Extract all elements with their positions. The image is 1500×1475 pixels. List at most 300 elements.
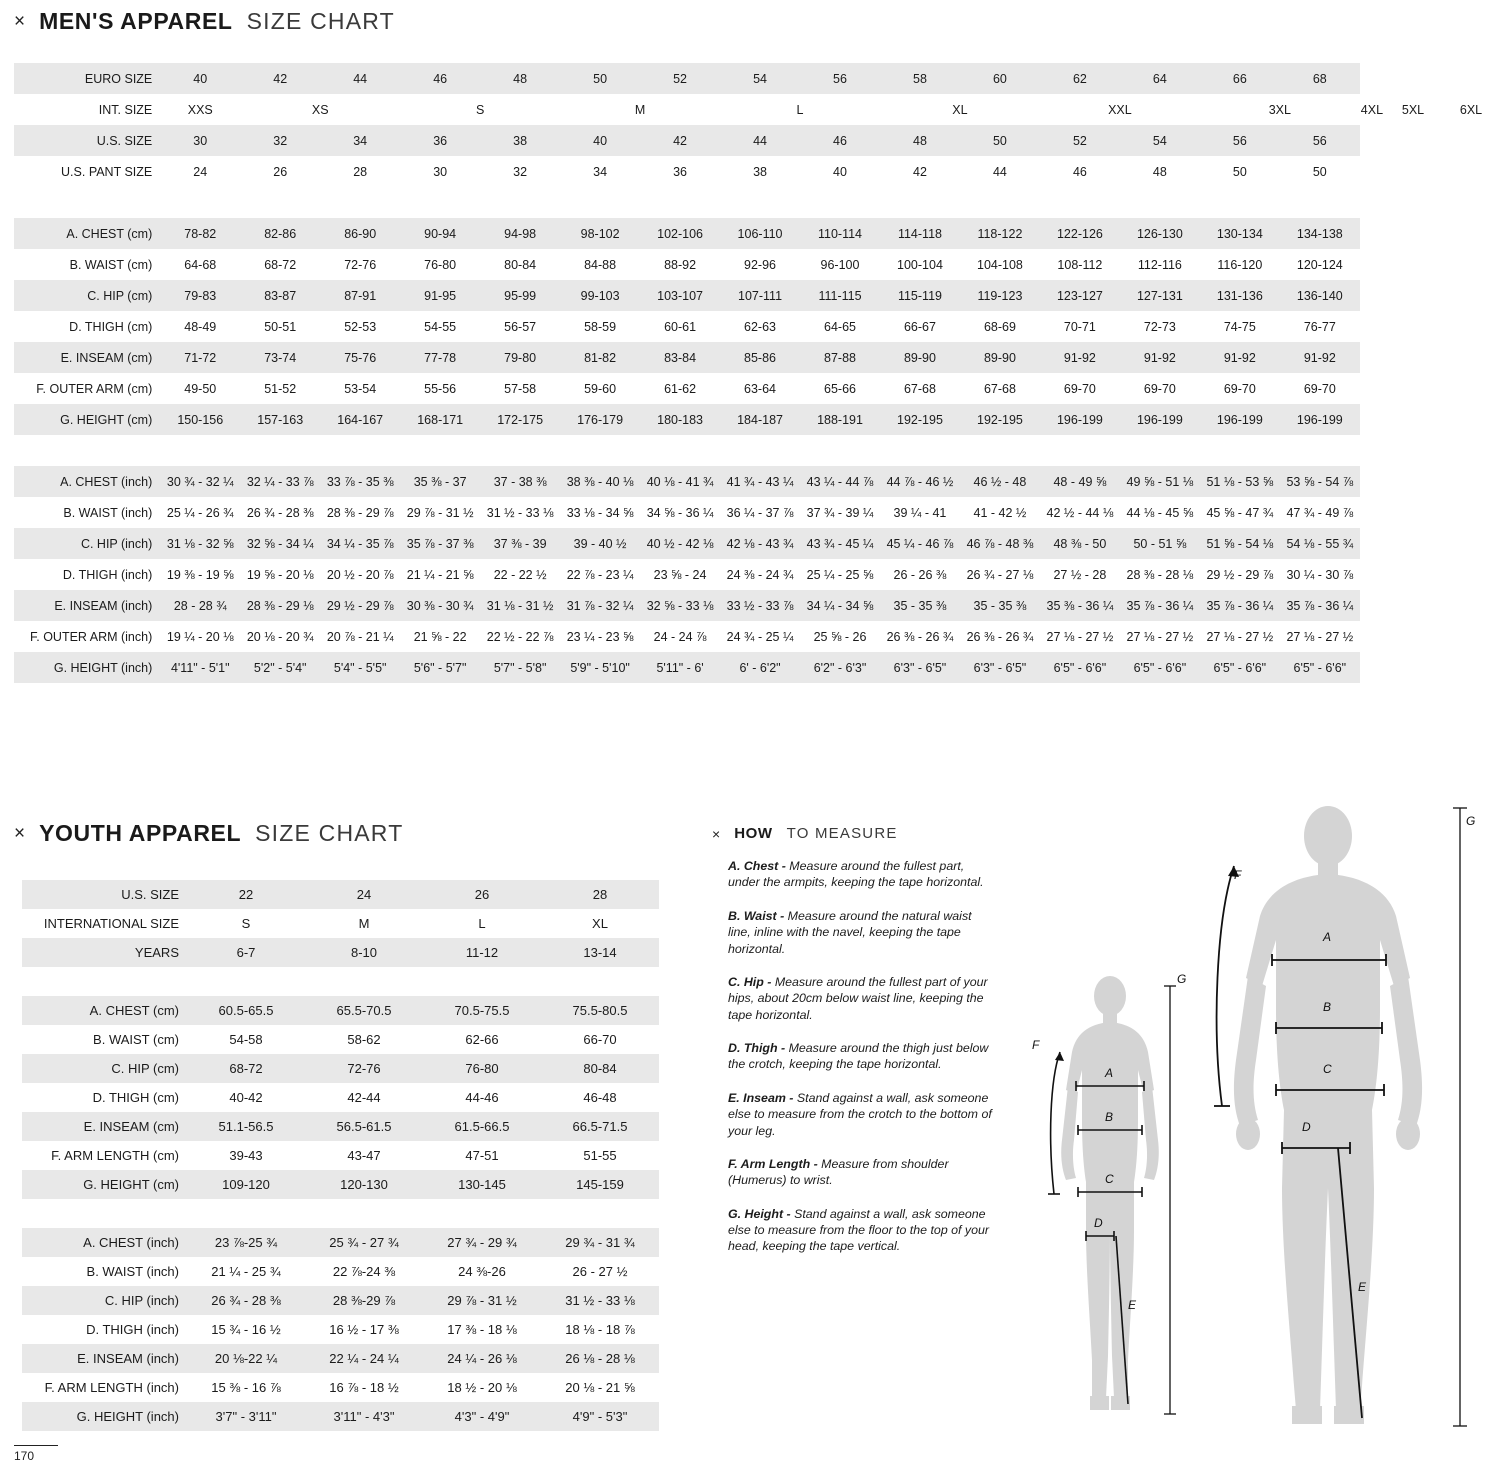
youth-cell: 20 ⅛ - 21 ⅝ bbox=[541, 1373, 659, 1402]
mens-cell: 51 ⅝ - 54 ⅛ bbox=[1200, 528, 1280, 559]
mens-row-label: F. OUTER ARM (cm) bbox=[14, 373, 160, 404]
mens-cell: 57-58 bbox=[480, 373, 560, 404]
table-row bbox=[14, 94, 1500, 125]
mens-row-label: C. HIP (cm) bbox=[14, 280, 160, 311]
table-row bbox=[22, 1141, 659, 1170]
mens-cell: 64-68 bbox=[160, 249, 240, 280]
mens-cell: 25 ¼ - 25 ⅝ bbox=[800, 559, 880, 590]
figure-label-c-youth: C bbox=[1105, 1172, 1114, 1186]
youth-cell: 13-14 bbox=[541, 938, 659, 967]
mens-cell: 95-99 bbox=[480, 280, 560, 311]
mens-row-label: G. HEIGHT (inch) bbox=[14, 652, 160, 683]
mens-cell: 20 ⅞ - 21 ¼ bbox=[320, 621, 400, 652]
close-icon[interactable]: × bbox=[14, 823, 26, 844]
table-row bbox=[14, 280, 1500, 311]
mens-cell: 40 bbox=[560, 125, 640, 156]
mens-cell: 126-130 bbox=[1120, 218, 1200, 249]
youth-cell: 26 ⅛ - 28 ⅛ bbox=[541, 1344, 659, 1373]
mens-cell: 131-136 bbox=[1200, 280, 1280, 311]
mens-cell: 96-100 bbox=[800, 249, 880, 280]
mens-cell: XL bbox=[880, 94, 1040, 125]
mens-cell: XS bbox=[240, 94, 400, 125]
mens-cell: 106-110 bbox=[720, 218, 800, 249]
mens-cell: 35 ⅞ - 36 ¼ bbox=[1200, 590, 1280, 621]
youth-row-label: B. WAIST (cm) bbox=[22, 1025, 187, 1054]
mens-cell: 123-127 bbox=[1040, 280, 1120, 311]
mens-cell: 107-111 bbox=[720, 280, 800, 311]
measure-key: D. Thigh - bbox=[728, 1041, 786, 1055]
table-row bbox=[22, 1344, 659, 1373]
table-row bbox=[22, 880, 659, 909]
youth-row-label: E. INSEAM (inch) bbox=[22, 1344, 187, 1373]
youth-cell: 65.5-70.5 bbox=[305, 996, 423, 1025]
mens-cell: 91-92 bbox=[1280, 342, 1360, 373]
mens-cell: 56 bbox=[1200, 125, 1280, 156]
mens-cell: 83-84 bbox=[640, 342, 720, 373]
mens-cell: 20 ⅛ - 20 ¾ bbox=[240, 621, 320, 652]
mens-cell: 52 bbox=[640, 63, 720, 94]
measure-instruction bbox=[728, 1156, 996, 1189]
mens-row-label: E. INSEAM (inch) bbox=[14, 590, 160, 621]
mens-cell: 32 ⅝ - 33 ⅛ bbox=[640, 590, 720, 621]
mens-cell: 46 ½ - 48 bbox=[960, 466, 1040, 497]
mens-cell: 114-118 bbox=[880, 218, 960, 249]
mens-cell: 37 - 38 ⅜ bbox=[480, 466, 560, 497]
youth-cell: M bbox=[305, 909, 423, 938]
mens-cell: 36 bbox=[400, 125, 480, 156]
mens-cell: 27 ½ - 28 bbox=[1040, 559, 1120, 590]
mens-cell: 50-51 bbox=[240, 311, 320, 342]
how-to-measure-title bbox=[712, 825, 898, 842]
spacer-cell bbox=[14, 435, 1360, 466]
table-row bbox=[22, 938, 659, 967]
measure-instruction bbox=[728, 1206, 996, 1255]
youth-row-label: C. HIP (inch) bbox=[22, 1286, 187, 1315]
measure-key: E. Inseam - bbox=[728, 1090, 794, 1105]
table-row bbox=[22, 1083, 659, 1112]
mens-cell: 78-82 bbox=[160, 218, 240, 249]
mens-cell: 42 bbox=[240, 63, 320, 94]
mens-cell: 21 ¼ - 21 ⅝ bbox=[400, 559, 480, 590]
mens-cell: 56 bbox=[1280, 125, 1360, 156]
mens-cell: 87-88 bbox=[800, 342, 880, 373]
figure-label-d-adult: D bbox=[1302, 1120, 1311, 1134]
mens-cell: 52-53 bbox=[320, 311, 400, 342]
mens-cell: 43 ¼ - 44 ⅞ bbox=[800, 466, 880, 497]
youth-cell: L bbox=[423, 909, 541, 938]
mens-cell: 90-94 bbox=[400, 218, 480, 249]
mens-cell: 88-92 bbox=[640, 249, 720, 280]
mens-cell: 45 ⅝ - 47 ¾ bbox=[1200, 497, 1280, 528]
mens-cell: 27 ⅛ - 27 ½ bbox=[1120, 621, 1200, 652]
youth-cell: 22 bbox=[187, 880, 305, 909]
youth-cell: 26 - 27 ½ bbox=[541, 1257, 659, 1286]
youth-cell: 24 ⅜-26 bbox=[423, 1257, 541, 1286]
measure-instruction bbox=[728, 858, 996, 891]
youth-cell: 60.5-65.5 bbox=[187, 996, 305, 1025]
table-row bbox=[14, 528, 1500, 559]
table-row bbox=[14, 311, 1500, 342]
mens-cell: 31 ⅞ - 32 ¼ bbox=[560, 590, 640, 621]
youth-cell: 54-58 bbox=[187, 1025, 305, 1054]
youth-cell: 28 ⅜-29 ⅞ bbox=[305, 1286, 423, 1315]
measure-text: Measure around the thigh just below the crotch, keeping the tape horizontal. bbox=[728, 1041, 989, 1072]
table-row bbox=[22, 1054, 659, 1083]
mens-cell: 43 ¾ - 45 ¼ bbox=[800, 528, 880, 559]
mens-cell: 22 ⅞ - 23 ¼ bbox=[560, 559, 640, 590]
mens-cell: 33 ½ - 33 ⅞ bbox=[720, 590, 800, 621]
mens-cell: 6' - 6'2" bbox=[720, 652, 800, 683]
mens-cell: 110-114 bbox=[800, 218, 880, 249]
youth-cell: 145-159 bbox=[541, 1170, 659, 1199]
youth-cell: 29 ⅞ - 31 ½ bbox=[423, 1286, 541, 1315]
youth-cell: 15 ¾ - 16 ½ bbox=[187, 1315, 305, 1344]
mens-cell: 73-74 bbox=[240, 342, 320, 373]
youth-cell: 51.1-56.5 bbox=[187, 1112, 305, 1141]
mens-cell: 48 bbox=[480, 63, 560, 94]
mens-cell: 6'5" - 6'6" bbox=[1200, 652, 1280, 683]
table-row bbox=[22, 1112, 659, 1141]
mens-cell: 32 ⅝ - 34 ¼ bbox=[240, 528, 320, 559]
mens-cell: 49-50 bbox=[160, 373, 240, 404]
mens-cell: 34 ¼ - 35 ⅞ bbox=[320, 528, 400, 559]
youth-cell: 47-51 bbox=[423, 1141, 541, 1170]
close-icon[interactable]: × bbox=[712, 825, 721, 842]
mens-cell: 48 bbox=[880, 125, 960, 156]
mens-cell: 77-78 bbox=[400, 342, 480, 373]
footer-rule bbox=[14, 1445, 58, 1446]
mens-row-label: U.S. SIZE bbox=[14, 125, 160, 156]
table-row bbox=[14, 249, 1500, 280]
mens-cell: 89-90 bbox=[880, 342, 960, 373]
mens-cell: 34 bbox=[320, 125, 400, 156]
youth-cell: XL bbox=[541, 909, 659, 938]
mens-cell: 6'5" - 6'6" bbox=[1120, 652, 1200, 683]
how-to-measure-list bbox=[728, 858, 996, 1272]
mens-cell: 85-86 bbox=[720, 342, 800, 373]
mens-cell: 68 bbox=[1280, 63, 1360, 94]
youth-cell: 109-120 bbox=[187, 1170, 305, 1199]
mens-cell: 122-126 bbox=[1040, 218, 1120, 249]
mens-cell: 168-171 bbox=[400, 404, 480, 435]
mens-cell: 42 ⅛ - 43 ¾ bbox=[720, 528, 800, 559]
mens-cell: 44 bbox=[960, 156, 1040, 187]
mens-cell: 32 ¼ - 33 ⅞ bbox=[240, 466, 320, 497]
mens-cell: 42 bbox=[640, 125, 720, 156]
youth-cell: 66.5-71.5 bbox=[541, 1112, 659, 1141]
table-row bbox=[14, 621, 1500, 652]
mens-cell: 76-77 bbox=[1280, 311, 1360, 342]
measure-instruction bbox=[728, 1090, 996, 1139]
mens-cell: 46 bbox=[1040, 156, 1120, 187]
youth-cell: 6-7 bbox=[187, 938, 305, 967]
mens-cell: 56 bbox=[800, 63, 880, 94]
mens-cell: 63-64 bbox=[720, 373, 800, 404]
mens-cell: 79-80 bbox=[480, 342, 560, 373]
mens-cell: 56-57 bbox=[480, 311, 560, 342]
mens-cell: 39 ¼ - 41 bbox=[880, 497, 960, 528]
table-row bbox=[14, 652, 1500, 683]
youth-cell: 40-42 bbox=[187, 1083, 305, 1112]
mens-cell: 48-49 bbox=[160, 311, 240, 342]
youth-cell: 51-55 bbox=[541, 1141, 659, 1170]
youth-cell: 15 ⅜ - 16 ⅞ bbox=[187, 1373, 305, 1402]
youth-cell: 25 ¾ - 27 ¾ bbox=[305, 1228, 423, 1257]
mens-cell: 44 ⅛ - 45 ⅝ bbox=[1120, 497, 1200, 528]
table-row bbox=[14, 63, 1500, 94]
mens-cell: 44 bbox=[720, 125, 800, 156]
table-row bbox=[22, 1228, 659, 1257]
mens-cell: 40 bbox=[800, 156, 880, 187]
mens-cell: 188-191 bbox=[800, 404, 880, 435]
youth-row-label: F. ARM LENGTH (cm) bbox=[22, 1141, 187, 1170]
mens-row-label: C. HIP (inch) bbox=[14, 528, 160, 559]
mens-cell: 25 ⅝ - 26 bbox=[800, 621, 880, 652]
youth-cell: 62-66 bbox=[423, 1025, 541, 1054]
mens-cell: 5'7" - 5'8" bbox=[480, 652, 560, 683]
mens-cell: 67-68 bbox=[960, 373, 1040, 404]
mens-row-label: G. HEIGHT (cm) bbox=[14, 404, 160, 435]
adult-figure bbox=[1214, 806, 1467, 1426]
mens-cell: 5'9" - 5'10" bbox=[560, 652, 640, 683]
youth-cell: 61.5-66.5 bbox=[423, 1112, 541, 1141]
mens-row-label: F. OUTER ARM (inch) bbox=[14, 621, 160, 652]
table-row bbox=[22, 996, 659, 1025]
mens-cell: 29 ½ - 29 ⅞ bbox=[320, 590, 400, 621]
mens-cell: 38 bbox=[720, 156, 800, 187]
mens-cell: 26 ⅜ - 26 ¾ bbox=[880, 621, 960, 652]
youth-cell: 11-12 bbox=[423, 938, 541, 967]
mens-cell: 4XL bbox=[1360, 94, 1384, 125]
mens-cell: 25 ¼ - 26 ¾ bbox=[160, 497, 240, 528]
table-row bbox=[14, 590, 1500, 621]
mens-cell: 98-102 bbox=[560, 218, 640, 249]
mens-row-label: A. CHEST (cm) bbox=[14, 218, 160, 249]
mens-cell: 31 ⅛ - 31 ½ bbox=[480, 590, 560, 621]
howto-title-light: TO MEASURE bbox=[786, 825, 898, 842]
measure-key: F. Arm Length - bbox=[728, 1156, 818, 1171]
mens-cell: 27 ⅛ - 27 ½ bbox=[1040, 621, 1120, 652]
table-row bbox=[14, 497, 1500, 528]
mens-cell: 74-75 bbox=[1200, 311, 1280, 342]
mens-cell: 3XL bbox=[1200, 94, 1360, 125]
page-number: 170 bbox=[14, 1449, 35, 1463]
mens-cell: 104-108 bbox=[960, 249, 1040, 280]
mens-cell: 49 ⅝ - 51 ⅛ bbox=[1120, 466, 1200, 497]
youth-cell: 75.5-80.5 bbox=[541, 996, 659, 1025]
youth-cell: 66-70 bbox=[541, 1025, 659, 1054]
mens-cell: 22 - 22 ½ bbox=[480, 559, 560, 590]
youth-cell: 80-84 bbox=[541, 1054, 659, 1083]
youth-row-label: INTERNATIONAL SIZE bbox=[22, 909, 187, 938]
mens-cell: 65-66 bbox=[800, 373, 880, 404]
youth-figure bbox=[1048, 976, 1176, 1414]
mens-cell: 180-183 bbox=[640, 404, 720, 435]
youth-apparel-title bbox=[14, 820, 403, 847]
mens-cell: 30 bbox=[400, 156, 480, 187]
table-row bbox=[14, 404, 1500, 435]
mens-cell: 112-116 bbox=[1120, 249, 1200, 280]
mens-cell: 59-60 bbox=[560, 373, 640, 404]
mens-cell: 42 bbox=[880, 156, 960, 187]
mens-cell: 45 ¼ - 46 ⅞ bbox=[880, 528, 960, 559]
figure-label-g-adult: G bbox=[1466, 814, 1476, 828]
mens-cell: 92-96 bbox=[720, 249, 800, 280]
mens-cell: 94-98 bbox=[480, 218, 560, 249]
mens-cell: 26 ¾ - 28 ⅜ bbox=[240, 497, 320, 528]
mens-cell: 54 ⅛ - 55 ¾ bbox=[1280, 528, 1360, 559]
youth-title-light: SIZE CHART bbox=[255, 820, 404, 846]
mens-cell: 19 ⅜ - 19 ⅝ bbox=[160, 559, 240, 590]
mens-cell: 172-175 bbox=[480, 404, 560, 435]
youth-cell: 120-130 bbox=[305, 1170, 423, 1199]
mens-cell: 164-167 bbox=[320, 404, 400, 435]
youth-cell: 44-46 bbox=[423, 1083, 541, 1112]
mens-cell: 5'6" - 5'7" bbox=[400, 652, 480, 683]
table-row bbox=[14, 156, 1500, 187]
mens-cell: 157-163 bbox=[240, 404, 320, 435]
mens-cell: 26 ⅜ - 26 ¾ bbox=[960, 621, 1040, 652]
measure-text: Measure around the natural waist line, inline with the navel, keeping the tape horizontal. bbox=[728, 908, 972, 956]
mens-cell: 91-95 bbox=[400, 280, 480, 311]
mens-cell: 176-179 bbox=[560, 404, 640, 435]
mens-cell: 58-59 bbox=[560, 311, 640, 342]
youth-row-label: E. INSEAM (cm) bbox=[22, 1112, 187, 1141]
mens-cell: 40 ⅛ - 41 ¾ bbox=[640, 466, 720, 497]
youth-row-label: A. CHEST (cm) bbox=[22, 996, 187, 1025]
mens-cell: 62 bbox=[1040, 63, 1120, 94]
mens-apparel-title bbox=[14, 8, 395, 35]
close-icon[interactable]: × bbox=[14, 11, 26, 32]
mens-cell: 46 bbox=[800, 125, 880, 156]
mens-cell: 184-187 bbox=[720, 404, 800, 435]
table-row bbox=[14, 373, 1500, 404]
mens-cell: 48 bbox=[1120, 156, 1200, 187]
youth-cell: 17 ⅜ - 18 ⅛ bbox=[423, 1315, 541, 1344]
youth-cell: 21 ¼ - 25 ¾ bbox=[187, 1257, 305, 1286]
youth-row-label: C. HIP (cm) bbox=[22, 1054, 187, 1083]
table-row bbox=[22, 1315, 659, 1344]
mens-cell: 42 ½ - 44 ⅛ bbox=[1040, 497, 1120, 528]
mens-cell: XXL bbox=[1040, 94, 1200, 125]
youth-row-label: G. HEIGHT (cm) bbox=[22, 1170, 187, 1199]
mens-cell: 86-90 bbox=[320, 218, 400, 249]
mens-cell: 26 bbox=[240, 156, 320, 187]
page-subtitle: SIZE CHART bbox=[246, 8, 395, 34]
youth-cell: 22 ⅞-24 ⅜ bbox=[305, 1257, 423, 1286]
mens-cell: 35 ⅞ - 36 ¼ bbox=[1120, 590, 1200, 621]
mens-row-label: U.S. PANT SIZE bbox=[14, 156, 160, 187]
table-row bbox=[22, 1257, 659, 1286]
mens-cell: 40 ½ - 42 ⅛ bbox=[640, 528, 720, 559]
mens-cell: 89-90 bbox=[960, 342, 1040, 373]
mens-cell: 103-107 bbox=[640, 280, 720, 311]
table-spacer bbox=[22, 967, 659, 996]
youth-cell: 18 ⅛ - 18 ⅞ bbox=[541, 1315, 659, 1344]
mens-cell: 80-84 bbox=[480, 249, 560, 280]
youth-row-label: F. ARM LENGTH (inch) bbox=[22, 1373, 187, 1402]
mens-cell: 28 ⅜ - 29 ⅞ bbox=[320, 497, 400, 528]
table-row bbox=[22, 1373, 659, 1402]
mens-cell: 67-68 bbox=[880, 373, 960, 404]
mens-cell: 24 - 24 ⅞ bbox=[640, 621, 720, 652]
mens-row-label: B. WAIST (cm) bbox=[14, 249, 160, 280]
youth-row-label: B. WAIST (inch) bbox=[22, 1257, 187, 1286]
youth-cell: 22 ¼ - 24 ¼ bbox=[305, 1344, 423, 1373]
mens-cell: 51-52 bbox=[240, 373, 320, 404]
youth-cell: 39-43 bbox=[187, 1141, 305, 1170]
mens-cell: 192-195 bbox=[880, 404, 960, 435]
measure-key: A. Chest - bbox=[728, 859, 786, 873]
mens-cell: 120-124 bbox=[1280, 249, 1360, 280]
youth-cell: 56.5-61.5 bbox=[305, 1112, 423, 1141]
mens-cell: 30 bbox=[160, 125, 240, 156]
youth-cell: 68-72 bbox=[187, 1054, 305, 1083]
youth-cell: 29 ¾ - 31 ¾ bbox=[541, 1228, 659, 1257]
table-spacer bbox=[14, 435, 1500, 466]
mens-cell: 75-76 bbox=[320, 342, 400, 373]
mens-cell: XXS bbox=[160, 94, 240, 125]
footer bbox=[14, 1445, 60, 1463]
mens-cell: 35 ⅜ - 37 bbox=[400, 466, 480, 497]
mens-cell: 118-122 bbox=[960, 218, 1040, 249]
mens-cell: 192-195 bbox=[960, 404, 1040, 435]
mens-size-table bbox=[14, 63, 1500, 683]
youth-cell: 18 ½ - 20 ⅛ bbox=[423, 1373, 541, 1402]
mens-cell: 52 bbox=[1040, 125, 1120, 156]
mens-row-label: A. CHEST (inch) bbox=[14, 466, 160, 497]
mens-cell: 38 ⅜ - 40 ⅛ bbox=[560, 466, 640, 497]
youth-cell: 3'11" - 4'3" bbox=[305, 1402, 423, 1431]
mens-cell: 32 bbox=[240, 125, 320, 156]
mens-cell: 134-138 bbox=[1280, 218, 1360, 249]
table-row bbox=[22, 1402, 659, 1431]
figure-label-f-adult: F bbox=[1234, 868, 1242, 882]
mens-cell: 28 ⅜ - 29 ⅛ bbox=[240, 590, 320, 621]
mens-cell: 48 ⅜ - 50 bbox=[1040, 528, 1120, 559]
mens-cell: 24 bbox=[160, 156, 240, 187]
measure-instruction bbox=[728, 974, 996, 1023]
spacer-cell bbox=[14, 187, 1360, 218]
mens-cell: 30 ¼ - 30 ⅞ bbox=[1280, 559, 1360, 590]
mens-cell: 37 ⅜ - 39 bbox=[480, 528, 560, 559]
figure-label-b-adult: B bbox=[1323, 1000, 1332, 1014]
mens-cell: 111-115 bbox=[800, 280, 880, 311]
measure-key: B. Waist - bbox=[728, 908, 785, 923]
mens-cell: 19 ¼ - 20 ⅛ bbox=[160, 621, 240, 652]
mens-cell: 54 bbox=[720, 63, 800, 94]
mens-cell: 28 - 28 ¾ bbox=[160, 590, 240, 621]
youth-cell: 16 ½ - 17 ⅜ bbox=[305, 1315, 423, 1344]
mens-cell: 26 - 26 ⅜ bbox=[880, 559, 960, 590]
mens-cell: 196-199 bbox=[1040, 404, 1120, 435]
measure-text: Measure from shoulder (Humerus) to wrist. bbox=[728, 1156, 949, 1188]
youth-cell: 43-47 bbox=[305, 1141, 423, 1170]
youth-cell: 58-62 bbox=[305, 1025, 423, 1054]
mens-cell: 108-112 bbox=[1040, 249, 1120, 280]
youth-cell: 28 bbox=[541, 880, 659, 909]
mens-cell: 4'11" - 5'1" bbox=[160, 652, 240, 683]
mens-cell: 68-72 bbox=[240, 249, 320, 280]
figure-label-d-youth: D bbox=[1094, 1216, 1103, 1230]
mens-cell: 82-86 bbox=[240, 218, 320, 249]
mens-cell: 6'3" - 6'5" bbox=[960, 652, 1040, 683]
mens-cell: 66 bbox=[1200, 63, 1280, 94]
mens-cell: 62-63 bbox=[720, 311, 800, 342]
table-row bbox=[14, 125, 1500, 156]
mens-cell: 116-120 bbox=[1200, 249, 1280, 280]
mens-cell: 36 ¼ - 37 ⅞ bbox=[720, 497, 800, 528]
